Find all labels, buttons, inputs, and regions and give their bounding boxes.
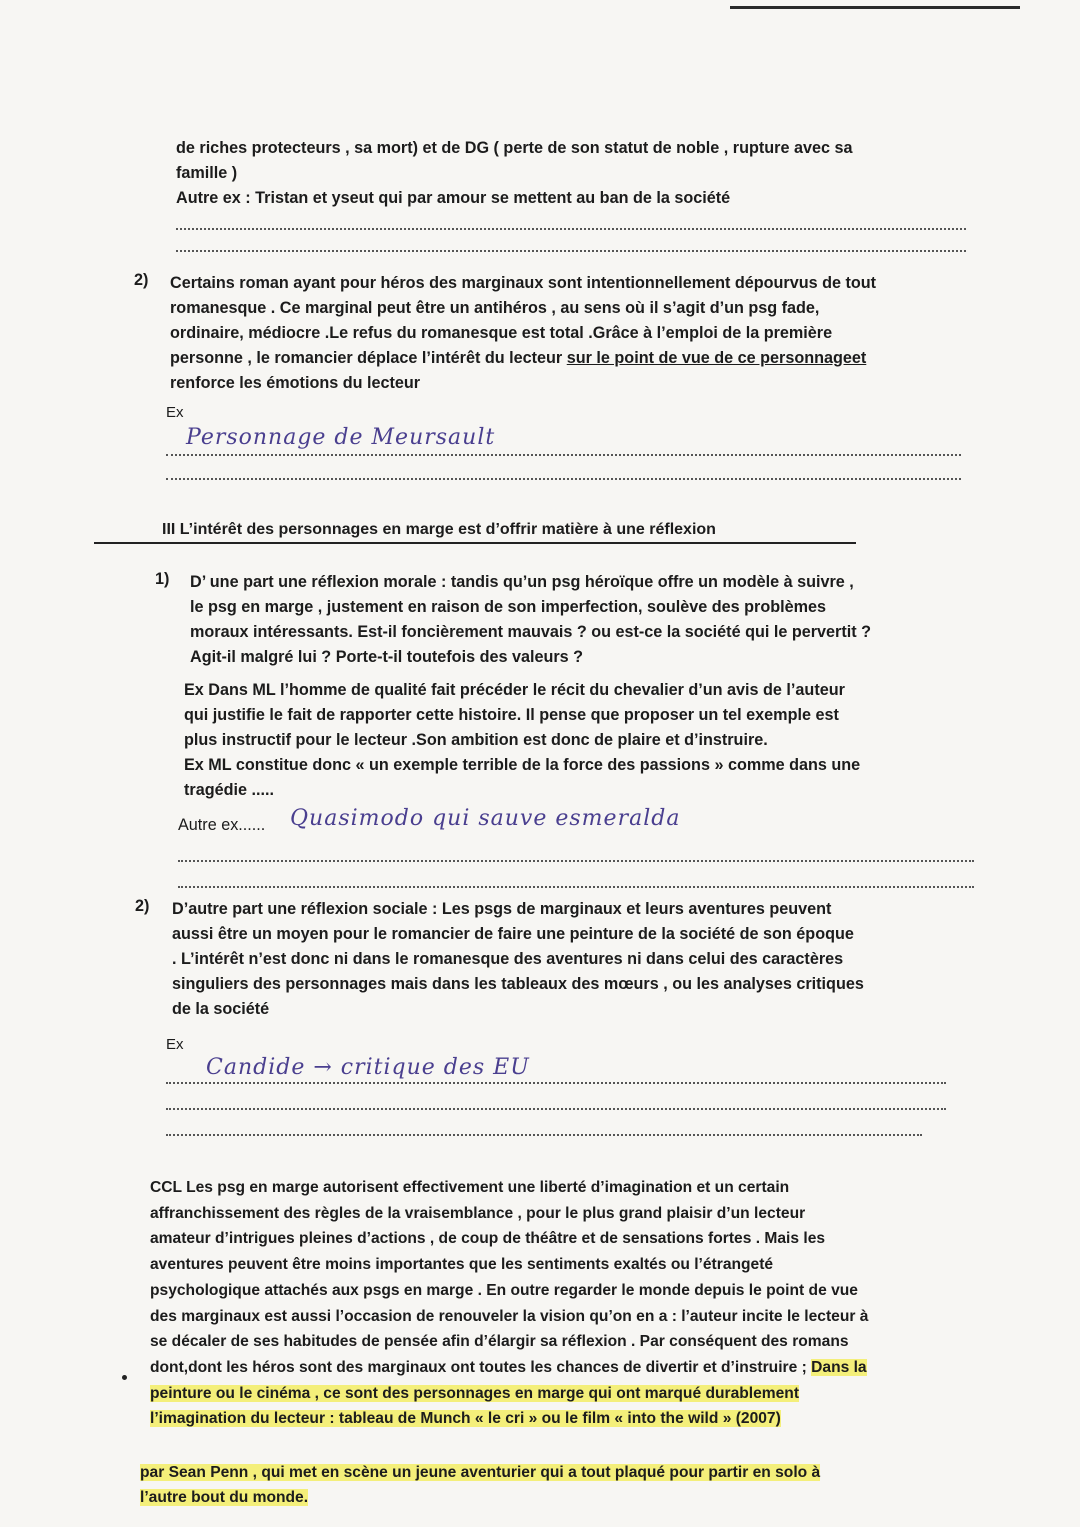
text-line: romanesque . Ce marginal peut être un antihéros , au sens où il s’agit d’un psg fade, [170, 299, 820, 317]
margin-mark [122, 1375, 127, 1380]
text-line: psychologique attachés aux psgs en marge . En outre regarder le monde depuis le point de vue [150, 1281, 858, 1299]
section-iii-1-examples [184, 678, 860, 803]
highlighted-text: l’autre bout du monde. [140, 1489, 309, 1506]
top-line-2: famille ) [176, 164, 238, 182]
ex-label: Ex [166, 1036, 184, 1053]
text-line: D’autre part une réflexion sociale : Les psgs de marginaux et leurs aventures peuvent [172, 900, 832, 918]
text-line: aussi être un moyen pour le romancier de faire une peinture de la société de son époque [172, 925, 854, 943]
handwritten-answer: Quasimodo qui sauve esmeralda [290, 806, 681, 831]
text-line: se décaler de ses habitudes de pensée afin d’élargir sa réflexion . Par conséquent des romans [150, 1333, 849, 1351]
underlined-fragment: sur le point de vue de ce personnageet [566, 349, 867, 367]
text-line [140, 1460, 820, 1485]
item-number: 2) [134, 271, 149, 289]
text-line: le psg en marge , justement en raison de son imperfection, soulève des problèmes [190, 598, 826, 616]
text-line: CCL Les psg en marge autorisent effectivement une liberté d’imagination et un certain [150, 1179, 790, 1196]
dotted-line [166, 1108, 946, 1110]
item-number: 1) [155, 570, 170, 588]
text-line: amateur d’intrigues pleines d’actions , de coup de théâtre et de sensations fortes . Mais les [150, 1230, 826, 1248]
text-line [150, 1381, 868, 1407]
text-line: renforce les émotions du lecteur [170, 374, 421, 392]
text-line [170, 346, 876, 371]
text-line [150, 1355, 868, 1381]
highlighted-text: l’imagination du lecteur : tableau de Munch « le cri » ou le film « into the wild » (2007) [150, 1410, 781, 1428]
text-line: affranchissement des règles de la vraisemblance , pour le plus grand plaisir d’un lecteur [150, 1204, 806, 1222]
section-iii-heading: III L’intérêt des personnages en marge est d’offrir matière à une réflexion [162, 521, 716, 538]
text-line: aventures peuvent être moins importantes que les sentiments exaltés ou l’étrangeté [150, 1256, 774, 1274]
text-line: D’ une part une réflexion morale : tandis qu’un psg héroïque offre un modèle à suivre , [190, 573, 854, 591]
text-line: singuliers des personnages mais dans les tableaux des mœurs , ou les analyses critiques [172, 975, 864, 993]
dotted-line [166, 478, 961, 480]
handwritten-answer: Candide → critique des EU [206, 1055, 530, 1080]
dotted-line [166, 1082, 946, 1084]
section-iii-1-text [190, 570, 871, 670]
conclusion-continued [140, 1460, 820, 1510]
handwritten-answer: Personnage de Meursault [186, 425, 496, 450]
dotted-line [178, 886, 974, 888]
text-line: Ex ML constitue donc « un exemple terrible de la force des passions » comme dans une [184, 756, 861, 774]
autre-ex-label: Autre ex...... [178, 816, 266, 834]
heading-rule [94, 542, 856, 544]
highlighted-text: Dans la [811, 1358, 867, 1376]
top-section [176, 136, 852, 211]
top-line-3: Autre ex : Tristan et yseut qui par amour se mettent au ban de la société [176, 189, 731, 207]
highlighted-text: peinture ou le cinéma , ce sont des personnages en marge qui ont marqué durablement [150, 1384, 800, 1402]
dotted-line [178, 860, 974, 862]
text-line: de la société [172, 1000, 270, 1018]
text-line: Ex Dans ML l’homme de qualité fait précéder le récit du chevalier d’un avis de l’auteur [184, 681, 845, 699]
text-line: . L’intérêt n’est donc ni dans le romanesque des aventures ni dans celui des caractères [172, 950, 844, 968]
dotted-line [166, 1134, 922, 1136]
highlighted-text: par Sean Penn , qui met en scène un jeune aventurier qui a tout plaqué pour partir en solo à [140, 1464, 821, 1481]
text-line: tragédie ..... [184, 781, 274, 799]
text-fragment: dont,dont les héros sont des marginaux ont toutes les chances de divertir et d’instruire ; [150, 1358, 812, 1376]
text-line: ordinaire, médiocre .Le refus du romanesque est total .Grâce à l’emploi de la première [170, 324, 833, 342]
dotted-line [166, 454, 961, 456]
text-line: qui justifie le fait de rapporter cette histoire. Il pense que proposer un tel exemple est [184, 706, 839, 724]
section-ii-2-text [170, 271, 876, 396]
top-line-1: de riches protecteurs , sa mort) et de DG ( perte de son statut de noble , rupture avec sa [176, 139, 853, 157]
text-line: Certains roman ayant pour héros des marginaux sont intentionnellement dépourvus de tout [170, 274, 877, 292]
text-line [140, 1485, 820, 1510]
ex-label: Ex [166, 404, 184, 421]
text-line: moraux intéressants. Est-il foncièrement mauvais ? ou est-ce la société qui le pervertit ? [190, 623, 871, 641]
text-line: Agit-il malgré lui ? Porte-t-il toutefois des valeurs ? [190, 648, 584, 666]
item-number: 2) [135, 897, 150, 915]
text-line: plus instructif pour le lecteur .Son ambition est donc de plaire et d’instruire. [184, 731, 768, 749]
top-edge-line [730, 6, 1020, 9]
conclusion [150, 1175, 868, 1432]
section-iii-2-text [172, 897, 864, 1022]
text-line [150, 1406, 868, 1432]
dotted-line [176, 250, 966, 252]
dotted-line [176, 228, 966, 230]
text-fragment: personne , le romancier déplace l’intérêt du lecteur [170, 349, 567, 367]
text-line: des marginaux est aussi l’occasion de renouveler la vision qu’on en a : l’auteur incite le lecteur à [150, 1307, 869, 1325]
